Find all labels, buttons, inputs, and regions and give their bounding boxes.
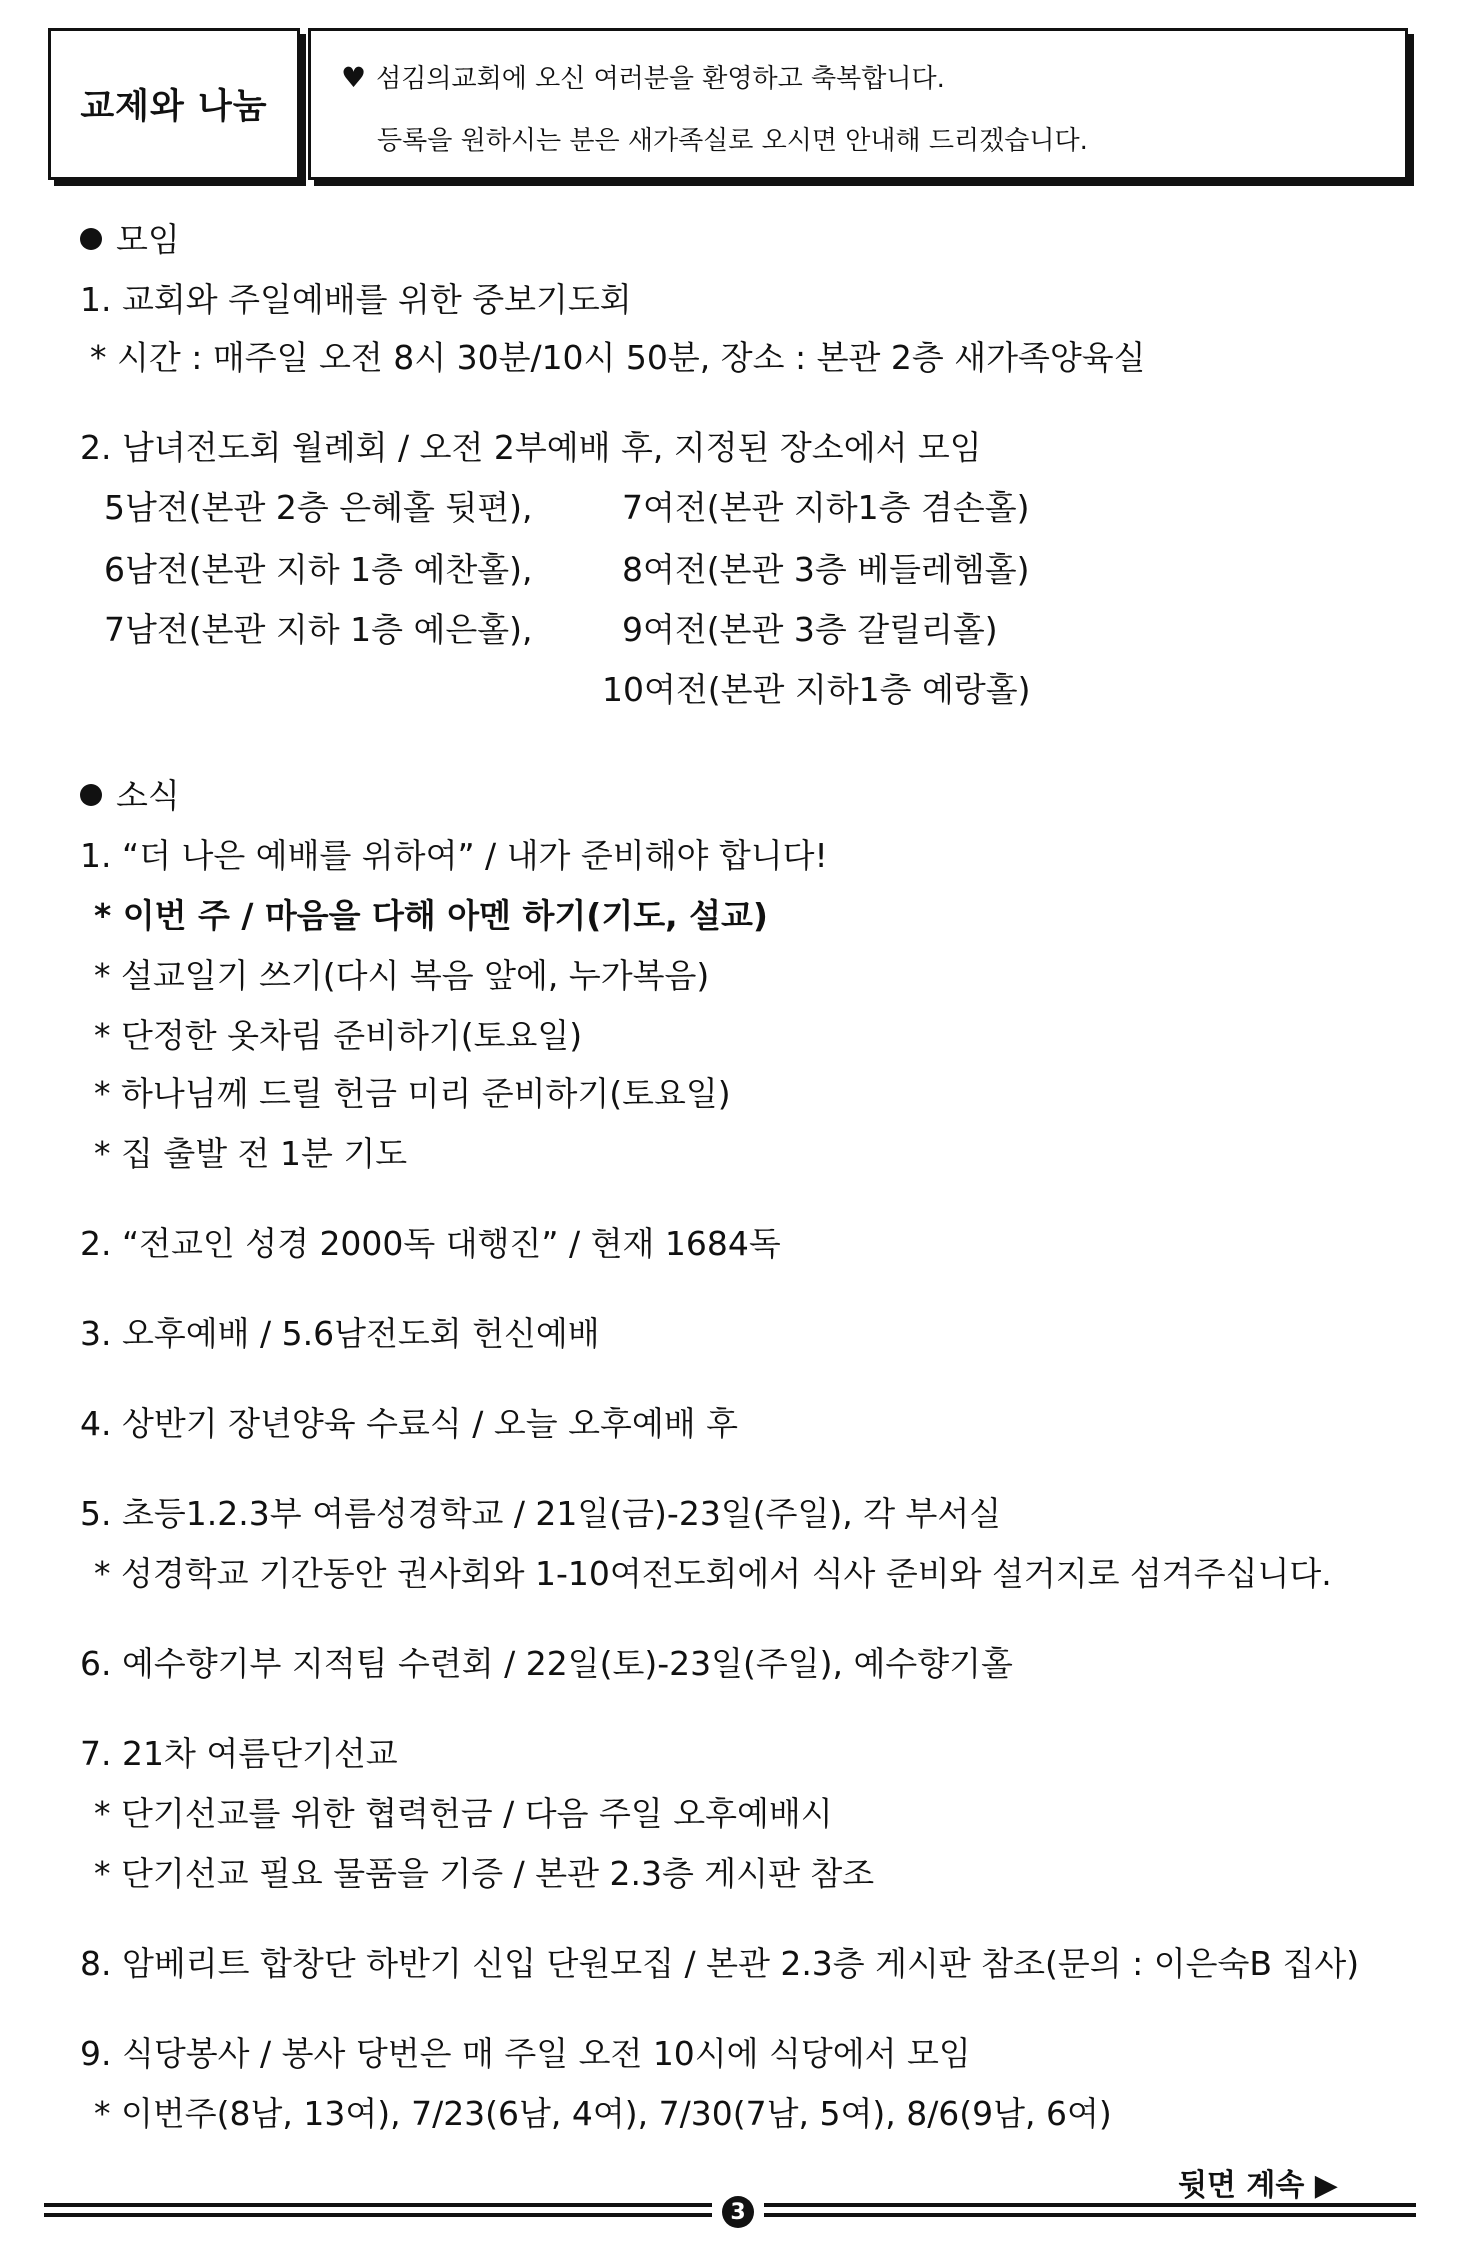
news-item-7: 7. 21차 여름단기선교 [80, 1734, 398, 1773]
welcome-line-2: 등록을 원하시는 분은 새가족실로 오시면 안내해 드리겠습니다. [377, 126, 1088, 156]
men-fellowship-7: 7남전(본관 지하 1층 예은홀), [104, 610, 533, 649]
page-number-badge: 3 [722, 2196, 754, 2228]
news-item-1-sub: * 하나님께 드릴 헌금 미리 준비하기(토요일) [94, 1074, 731, 1113]
news-item-9-detail: * 이번주(8남, 13여), 7/23(6남, 4여), 7/30(7남, 5여), 8/6(9남, 6여) [94, 2094, 1112, 2133]
men-fellowship-5: 5남전(본관 2층 은혜홀 뒷편), [104, 488, 533, 527]
women-fellowship-7: 7여전(본관 지하1층 겸손홀) [622, 488, 1030, 527]
news-item-9: 9. 식당봉사 / 봉사 당번은 매 주일 오전 10시에 식당에서 모임 [80, 2034, 971, 2073]
women-fellowship-9: 9여전(본관 3층 갈릴리홀) [622, 610, 998, 649]
news-item-1-sub: * 집 출발 전 1분 기도 [94, 1134, 408, 1173]
section-title-box [48, 28, 300, 180]
meeting-item-1-detail: * 시간 : 매주일 오전 8시 30분/10시 50분, 장소 : 본관 2층 새가족양육실 [90, 338, 1146, 377]
news-item-3: 3. 오후예배 / 5.6남전도회 헌신예배 [80, 1314, 600, 1353]
men-fellowship-6: 6남전(본관 지하 1층 예찬홀), [104, 550, 533, 589]
meeting-heading-text: 모임 [116, 220, 180, 259]
news-heading [80, 774, 180, 818]
news-item-1-highlight: * 이번 주 / 마음을 다해 아멘 하기(기도, 설교) [94, 896, 768, 935]
news-item-1-sub: * 설교일기 쓰기(다시 복음 앞에, 누가복음) [94, 956, 710, 995]
news-item-5-detail: * 성경학교 기간동안 권사회와 1-10여전도회에서 식사 준비와 설거지로 섬겨주십니다. [94, 1554, 1332, 1593]
bullet-icon [80, 228, 102, 250]
section-title: 교제와 나눔 [80, 87, 268, 127]
heart-icon: ♥ [341, 61, 367, 94]
welcome-box [308, 28, 1408, 180]
meeting-item-1: 1. 교회와 주일예배를 위한 중보기도회 [80, 280, 632, 319]
news-item-1-sub: * 단정한 옷차림 준비하기(토요일) [94, 1016, 583, 1055]
news-item-4: 4. 상반기 장년양육 수료식 / 오늘 오후예배 후 [80, 1404, 738, 1443]
meeting-heading [80, 218, 180, 262]
news-heading-text: 소식 [116, 776, 180, 815]
meeting-item-2: 2. 남녀전도회 월례회 / 오전 2부예배 후, 지정된 장소에서 모임 [80, 428, 982, 467]
news-item-6: 6. 예수향기부 지적팀 수련회 / 22일(토)-23일(주일), 예수향기홀 [80, 1644, 1013, 1683]
news-item-1: 1. “더 나은 예배를 위하여” / 내가 준비해야 합니다! [80, 836, 828, 875]
news-item-2: 2. “전교인 성경 2000독 대행진” / 현재 1684독 [80, 1224, 781, 1263]
footer-rule-left [44, 2203, 712, 2207]
bullet-icon [80, 784, 102, 806]
women-fellowship-8: 8여전(본관 3층 베들레헴홀) [622, 550, 1030, 589]
news-item-8: 8. 암베리트 합창단 하반기 신입 단원모집 / 본관 2.3층 게시판 참조(문의 : 이은숙B 집사) [80, 1944, 1360, 1983]
news-item-7-sub: * 단기선교를 위한 협력헌금 / 다음 주일 오후예배시 [94, 1794, 833, 1833]
continue-on-back-label: 뒷면 계속 ▶ [1178, 2168, 1338, 2203]
welcome-line-1 [341, 57, 1405, 100]
welcome-text-1: 섬김의교회에 오신 여러분을 환영하고 축복합니다. [376, 64, 945, 94]
news-item-7-sub: * 단기선교 필요 물품을 기증 / 본관 2.3층 게시판 참조 [94, 1854, 875, 1893]
news-item-5: 5. 초등1.2.3부 여름성경학교 / 21일(금)-23일(주일), 각 부서실 [80, 1494, 1002, 1533]
women-fellowship-10: 10여전(본관 지하1층 예랑홀) [602, 670, 1031, 709]
footer-rule-right [764, 2203, 1416, 2207]
